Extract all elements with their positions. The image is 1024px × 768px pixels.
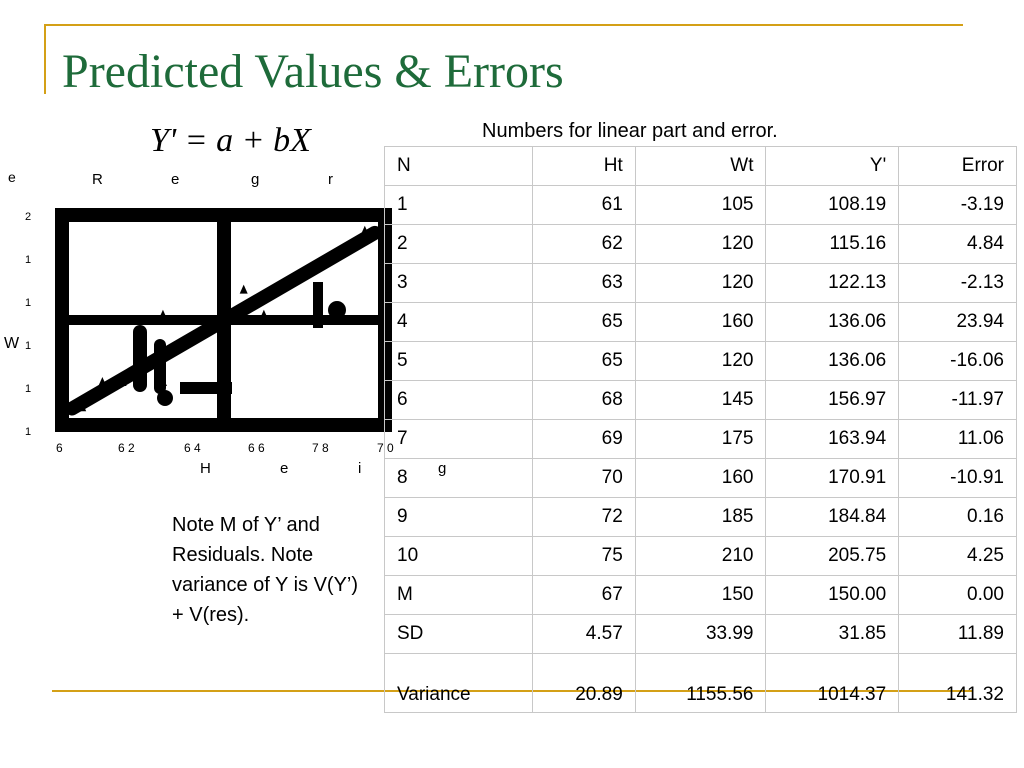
table-row <box>385 186 1017 225</box>
x-tick-label: 6 6 <box>248 441 265 455</box>
value-cell: 33.99 <box>635 615 766 654</box>
table-row <box>385 303 1017 342</box>
data-point <box>240 285 248 294</box>
value-cell: 4.25 <box>899 537 1017 576</box>
note-text: Note M of Y’ and Residuals. Note variance of Y is V(Y’) + V(res). <box>172 514 359 626</box>
value-cell: 122.13 <box>766 264 899 303</box>
value-cell: -16.06 <box>899 342 1017 381</box>
y-tick-label: 1 <box>25 297 32 309</box>
value-cell: 75 <box>533 537 636 576</box>
table-row <box>385 615 1017 654</box>
table-row <box>385 342 1017 381</box>
value-cell: 184.84 <box>766 498 899 537</box>
value-cell: 170.91 <box>766 459 899 498</box>
value-cell: 0.16 <box>899 498 1017 537</box>
table-row <box>385 654 1017 713</box>
value-cell: 31.85 <box>766 615 899 654</box>
table-row <box>385 225 1017 264</box>
value-cell: 120 <box>635 264 766 303</box>
value-cell: 185 <box>635 498 766 537</box>
table-caption: Numbers for linear part and error. <box>482 120 778 142</box>
row-label-cell: Variance <box>385 654 533 713</box>
chart-title-letter: g <box>251 171 260 188</box>
table-row <box>385 459 1017 498</box>
regression-formula: Y' = a + bX <box>150 122 311 159</box>
chart-title-letter: R <box>92 171 103 188</box>
row-label-cell: 10 <box>385 537 533 576</box>
row-label-cell: 1 <box>385 186 533 225</box>
x-tick-label: 6 4 <box>184 441 201 455</box>
row-label-cell: 8 <box>385 459 533 498</box>
table-row <box>385 537 1017 576</box>
value-cell: 63 <box>533 264 636 303</box>
row-label-cell: 2 <box>385 225 533 264</box>
value-cell: 160 <box>635 459 766 498</box>
value-cell: 69 <box>533 420 636 459</box>
chart-title-letter: r <box>328 171 333 188</box>
row-label-cell: 6 <box>385 381 533 420</box>
table-row <box>385 420 1017 459</box>
row-label-cell: N <box>385 147 533 186</box>
value-cell: 68 <box>533 381 636 420</box>
table-row <box>385 498 1017 537</box>
value-cell: 210 <box>635 537 766 576</box>
value-cell: 136.06 <box>766 303 899 342</box>
value-cell: Ht <box>533 147 636 186</box>
value-cell: 0.00 <box>899 576 1017 615</box>
x-axis-label-letter: H <box>200 460 211 477</box>
y-axis-label-letter: e <box>8 169 16 185</box>
value-cell: 120 <box>635 342 766 381</box>
x-tick-label: 7 0 <box>377 441 394 455</box>
x-axis-label-letter: e <box>280 460 289 477</box>
value-cell: -11.97 <box>899 381 1017 420</box>
value-cell: 145 <box>635 381 766 420</box>
value-cell: 11.89 <box>899 615 1017 654</box>
table-row <box>385 576 1017 615</box>
value-cell: 67 <box>533 576 636 615</box>
value-cell: 4.84 <box>899 225 1017 264</box>
table-row <box>385 264 1017 303</box>
y-tick-label: 1 <box>25 383 32 395</box>
value-cell: 136.06 <box>766 342 899 381</box>
value-cell: 72 <box>533 498 636 537</box>
value-cell: 4.57 <box>533 615 636 654</box>
table-header-row <box>385 147 1017 186</box>
y-tick-label: 2 <box>25 211 32 223</box>
highlight-point <box>157 390 173 406</box>
x-tick-label: 7 8 <box>312 441 329 455</box>
row-label-cell: 4 <box>385 303 533 342</box>
row-label-cell: M <box>385 576 533 615</box>
x-axis-label-letter: i <box>358 460 362 477</box>
highlight-point <box>328 301 346 319</box>
value-cell: Wt <box>635 147 766 186</box>
chart-title-letter: e <box>171 171 180 188</box>
value-cell: 62 <box>533 225 636 264</box>
value-cell: 61 <box>533 186 636 225</box>
value-cell: 120 <box>635 225 766 264</box>
value-cell: 205.75 <box>766 537 899 576</box>
value-cell: 11.06 <box>899 420 1017 459</box>
row-label-cell: 5 <box>385 342 533 381</box>
value-cell: 175 <box>635 420 766 459</box>
value-cell: 108.19 <box>766 186 899 225</box>
y-tick-label: 1 <box>25 340 32 352</box>
slide-title: Predicted Values & Errors <box>62 45 564 98</box>
value-cell: 141.32 <box>899 654 1017 713</box>
value-cell: -3.19 <box>899 186 1017 225</box>
value-cell: 20.89 <box>533 654 636 713</box>
row-label-cell: 3 <box>385 264 533 303</box>
row-label-cell: SD <box>385 615 533 654</box>
value-cell: 23.94 <box>899 303 1017 342</box>
x-tick-label: 6 2 <box>118 441 135 455</box>
row-label-cell: 9 <box>385 498 533 537</box>
table-row <box>385 381 1017 420</box>
value-cell: Y' <box>766 147 899 186</box>
left-rule <box>44 24 46 94</box>
value-cell: -2.13 <box>899 264 1017 303</box>
top-rule <box>46 24 963 26</box>
value-cell: 105 <box>635 186 766 225</box>
value-cell: 150.00 <box>766 576 899 615</box>
x-tick-label: 6 <box>56 441 63 455</box>
y-tick-label: 1 <box>25 254 32 266</box>
data-point <box>159 310 167 319</box>
row-label-cell: 7 <box>385 420 533 459</box>
y-tick-label: 1 <box>25 426 32 438</box>
value-cell: 160 <box>635 303 766 342</box>
value-cell: 65 <box>533 342 636 381</box>
y-axis-label-letter: W <box>4 335 20 352</box>
x-axis-label-letter: g <box>438 460 447 477</box>
value-cell: 115.16 <box>766 225 899 264</box>
value-cell: Error <box>899 147 1017 186</box>
value-cell: 1014.37 <box>766 654 899 713</box>
value-cell: 70 <box>533 459 636 498</box>
value-cell: 156.97 <box>766 381 899 420</box>
value-cell: 150 <box>635 576 766 615</box>
value-cell: -10.91 <box>899 459 1017 498</box>
data-point <box>260 310 268 319</box>
value-cell: 65 <box>533 303 636 342</box>
data-table <box>384 146 1017 713</box>
value-cell: 163.94 <box>766 420 899 459</box>
value-cell: 1155.56 <box>635 654 766 713</box>
